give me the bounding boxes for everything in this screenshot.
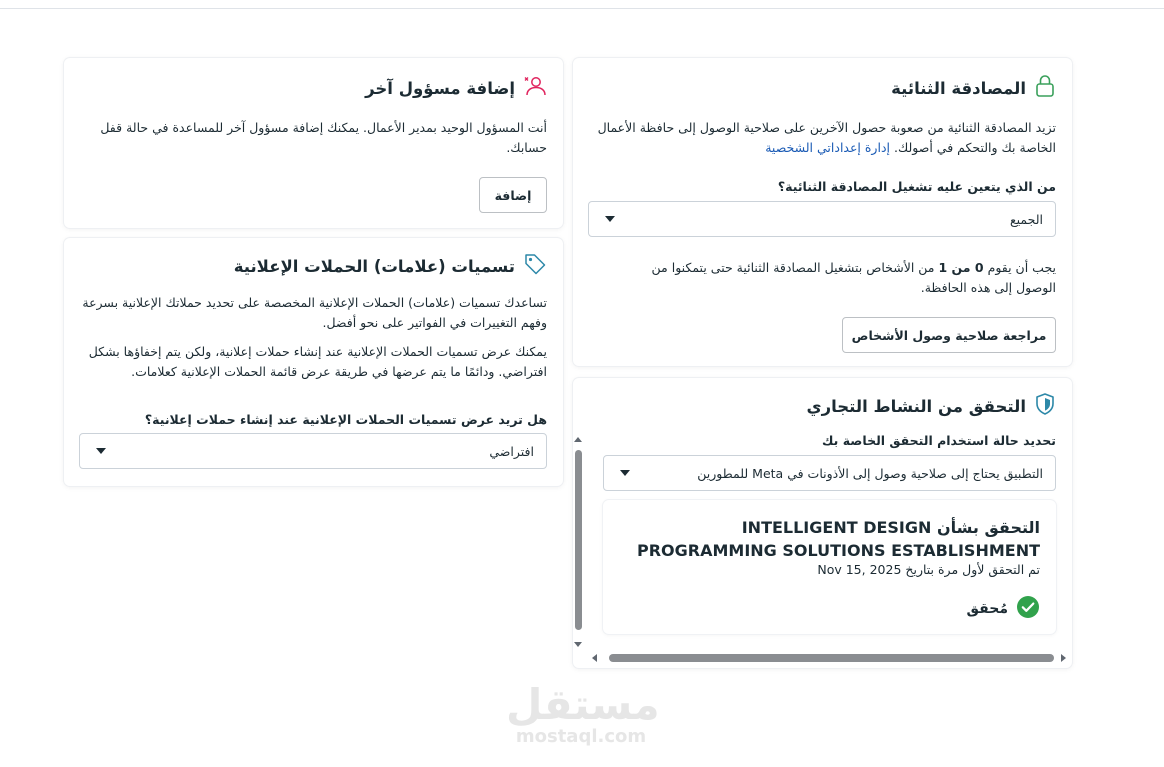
- business-verification-card: [573, 378, 1072, 668]
- add-admin-title-row: [365, 74, 547, 102]
- tag-icon: [523, 252, 547, 280]
- watermark-latin: mostaql.com: [515, 726, 647, 747]
- chevron-down-icon: [605, 216, 615, 222]
- verification-heading-prefix: التحقق بشأن: [936, 518, 1040, 537]
- top-divider: [0, 8, 1164, 9]
- horizontal-scrollbar[interactable]: [590, 652, 1068, 664]
- verification-status-label: تحديد حالة استخدام التحقق الخاصة بك: [822, 433, 1056, 448]
- two-factor-title-row: [891, 74, 1056, 102]
- add-admin-card: [64, 58, 563, 228]
- two-factor-description-text: تزيد المصادقة الثنائية من صعوبة حصول الآخرين على صلاحية الوصول إلى حافظة الأعمال الخاصة بك والتحكم في أصولك.: [597, 120, 1056, 155]
- campaign-labels-title: تسميات (علامات) الحملات الإعلانية: [233, 256, 515, 276]
- scroll-right-arrow-icon[interactable]: [1061, 654, 1066, 662]
- verification-use-case-value: التطبيق يحتاج إلى صلاحية وصول إلى الأذونات في Meta للمطورين: [697, 465, 1043, 481]
- business-verification-title-row: [806, 392, 1056, 420]
- campaign-labels-desc2: يمكنك عرض تسميات الحملات الإعلانية عند إنشاء حملات إعلانية، ولكن يتم إخفاؤها بشكل افتراضي. ودائمًا ما يتم عرضها في طريقة عرض قائمة الحملات الإعلانية كعلامات.: [88, 344, 547, 379]
- verification-heading: [620, 516, 1040, 562]
- add-admin-description: أنت المسؤول الوحيد بمدير الأعمال. يمكنك إضافة مسؤول آخر للمساعدة في حالة قفل حسابك.: [100, 120, 547, 155]
- requirement-pre: يجب أن يقوم: [987, 260, 1056, 275]
- two-factor-select[interactable]: [588, 201, 1056, 237]
- campaign-labels-title-row: [234, 252, 547, 280]
- check-circle-icon: [1016, 595, 1040, 623]
- campaign-labels-card: [64, 238, 563, 486]
- two-factor-title: المصادقة الثنائية: [891, 78, 1026, 98]
- shield-icon: [1034, 392, 1056, 420]
- requirement-post: من الأشخاص بتشغيل المصادقة الثنائية حتى يتمكنوا من الوصول إلى هذه الحافظة.: [651, 260, 1056, 295]
- vertical-scrollbar[interactable]: [573, 437, 585, 647]
- first-verified-date: Nov 15, 2025: [817, 562, 902, 577]
- scrollbar-thumb[interactable]: [609, 654, 1054, 662]
- two-factor-question: من الذي يتعين عليه تشغيل المصادقة الثنائية؟: [777, 179, 1056, 194]
- verification-details-panel: [603, 500, 1056, 634]
- two-factor-card: [573, 58, 1072, 366]
- campaign-labels-question: هل تريد عرض تسميات الحملات الإعلانية عند إنشاء حملات إعلانية؟: [144, 412, 547, 427]
- business-verification-title: التحقق من النشاط التجاري: [806, 396, 1026, 416]
- verified-status: مُحقق: [966, 601, 1008, 617]
- campaign-labels-select[interactable]: [79, 433, 547, 469]
- campaign-labels-desc1: تساعدك تسميات (علامات) الحملات الإعلانية المخصصة على تحديد حملاتك الإعلانية بسرعة وفهم التغييرات في الفواتير على نحو أفضل.: [82, 295, 547, 330]
- scroll-down-arrow-icon[interactable]: [574, 642, 582, 647]
- add-person-icon: [523, 74, 547, 102]
- two-factor-description: [586, 118, 1056, 158]
- lock-icon: [1034, 74, 1056, 102]
- verified-status-row: [967, 595, 1040, 623]
- campaign-labels-select-value: افتراضي: [489, 443, 534, 459]
- two-factor-requirement: [616, 258, 1056, 298]
- personal-settings-link[interactable]: إدارة إعداداتي الشخصية: [765, 140, 890, 155]
- first-verified-row: [817, 562, 1040, 577]
- requirement-count: 0 من 1: [938, 260, 984, 275]
- add-admin-title: إضافة مسؤول آخر: [365, 78, 515, 98]
- chevron-down-icon: [620, 470, 630, 476]
- scroll-left-arrow-icon[interactable]: [592, 654, 597, 662]
- watermark-arabic: مستقل: [506, 680, 660, 729]
- two-factor-select-value: الجميع: [1009, 211, 1043, 227]
- review-access-button[interactable]: مراجعة صلاحية وصول الأشخاص: [842, 317, 1056, 353]
- verification-use-case-select[interactable]: [603, 455, 1056, 491]
- company-name: INTELLIGENT DESIGN PROGRAMMING SOLUTIONS ESTABLISHMENT: [637, 518, 1040, 560]
- add-admin-button[interactable]: إضافة: [479, 177, 547, 213]
- chevron-down-icon: [96, 448, 106, 454]
- scrollbar-thumb[interactable]: [575, 450, 582, 630]
- first-verified-prefix: تم التحقق لأول مرة بتاريخ: [905, 562, 1040, 577]
- scroll-up-arrow-icon[interactable]: [574, 437, 582, 442]
- watermark-logo: [506, 680, 660, 747]
